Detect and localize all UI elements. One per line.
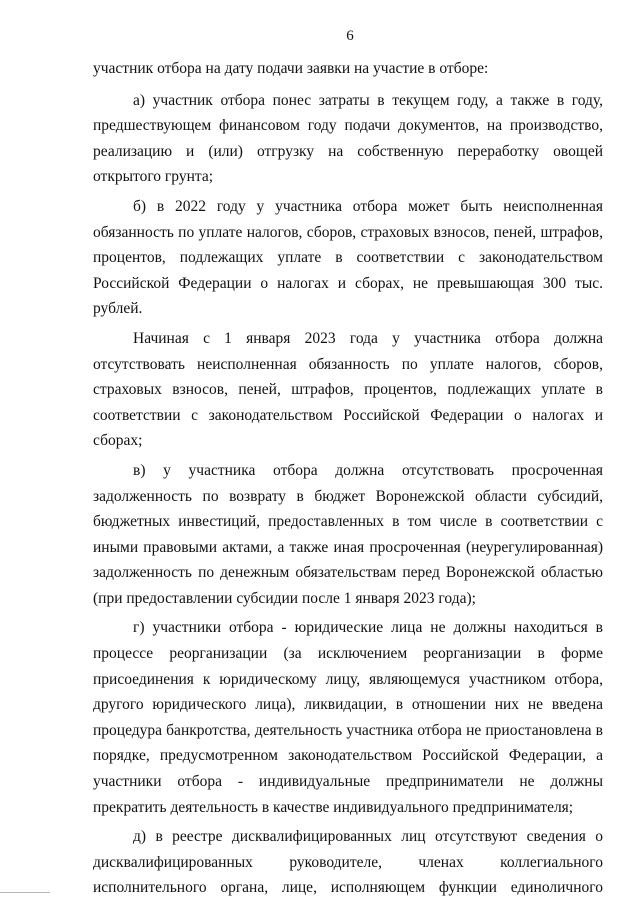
scan-edge-line: [0, 892, 50, 893]
paragraph-item-v: в) у участника отбора должна отсутствовать просроченная задолженность по возврату в бюджет Воронежской области субсидий, бюджетных инвестиций, предоставленных в том числе в соответствии с иными правовыми актами, а также иная просроченная (неурегулированная) задолженность по денежным обязательствам перед Воронежской областью (при предоставлении субсидии после 1 января 2023 года);: [93, 461, 603, 607]
paragraph-item-g: г) участники отбора - юридические лица не должны находиться в процессе реорганизации (за исключением реорганизации в форме присоединения к юридическому лицу, являющемуся участником отбора, другого юридического лица), ликвидации, в отношении них не введена процедура банкротства, деятельность участника отбора не приостановлена в порядке, предусмотренном законодательством Российской Федерации, а участники отбора - индивидуальные предприниматели не должны прекратить деятельность в качестве индивидуального предпринимателя;: [93, 619, 603, 816]
paragraph-item-b: б) в 2022 году у участника отбора может быть неисполненная обязанность по уплате налогов, сборов, страховых взносов, пеней, штрафов, процентов, подлежащих уплате в соответствии с законодательством Российской Федерации о налогах и сборах, не превышающая 300 тыс. рублей.: [93, 197, 603, 318]
paragraph-item-a: а) участник отбора понес затраты в текущем году, а также в году, предшествующем финансовом году подачи документов, на производство, реализацию и (или) отгрузку на собственную переработку овощей открытого грунта;: [93, 91, 603, 186]
paragraph-intro: участник отбора на дату подачи заявки на участие в отборе:: [93, 60, 489, 77]
document-body: [93, 56, 603, 901]
paragraph-from-2023: Начиная с 1 января 2023 года у участника отбора должна отсутствовать неисполненная обязанность по уплате налогов, сборов, страховых взносов, пеней, штрафов, процентов, подлежащих уплате в соответствии с законодательством Российской Федерации о налогах и сборах;: [93, 329, 603, 450]
page-number: 6: [346, 28, 354, 44]
paragraph-item-d: д) в реестре дисквалифицированных лиц отсутствуют сведения о дисквалифицированных руководителе, членах коллегиального исполнительного органа, лице, исполняющем функции единоличного: [93, 828, 603, 897]
